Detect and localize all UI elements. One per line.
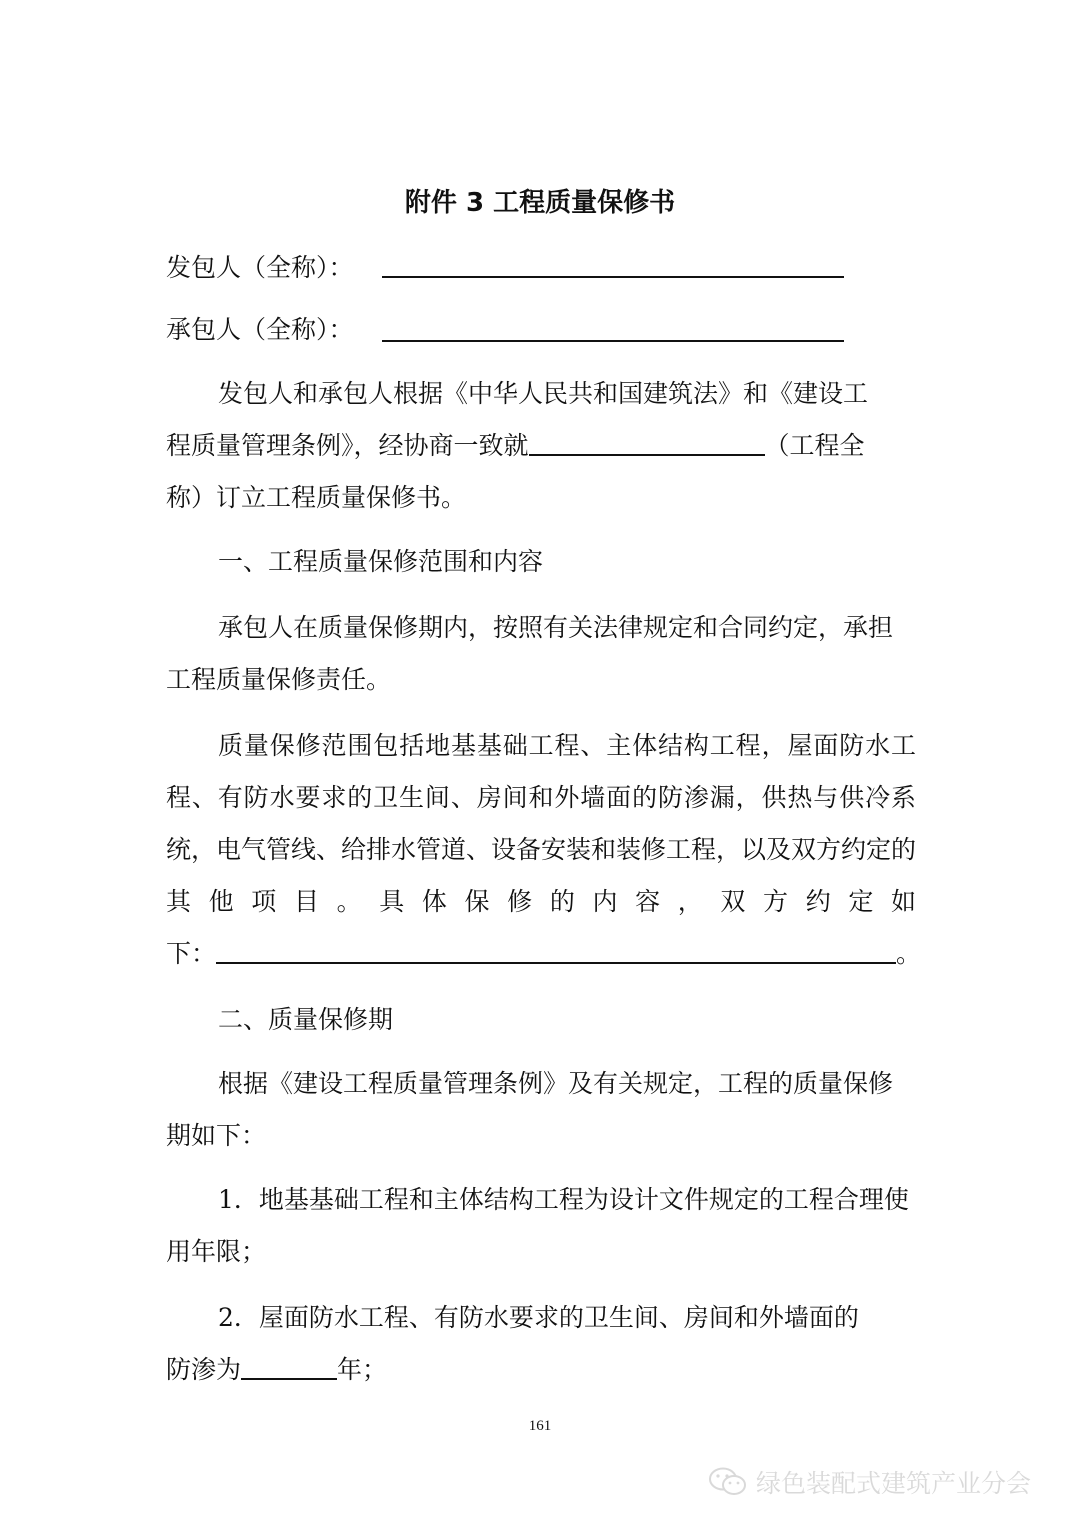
section2-item-2-end-text: 防渗为 [166, 1355, 242, 1384]
section1-paragraph-2 [166, 720, 922, 980]
section2-item-2 [166, 1292, 916, 1396]
wechat-icon [708, 1466, 748, 1498]
warranty-content-blank[interactable] [216, 934, 896, 964]
page-title: 附件 3 工程质量保修书 [404, 188, 676, 218]
section1-paragraph-2-text: 质量保修范围包括地基基础工程、主体结构工程，屋面防水工程、有防水要求的卫生间、房间和外墙面的防渗漏，供热与供冷系统，电气管线、给排水管道、设备安装和装修工程，以及双方约定的其他项目。具体保修的内容，双方约定如 [166, 731, 917, 916]
section1-paragraph-2-end [166, 928, 922, 980]
section1-heading: 一、工程质量保修范围和内容 [218, 547, 544, 576]
project-name-blank[interactable] [529, 426, 765, 456]
intro-line-2-tail: （工程全 [764, 431, 865, 460]
intro-line-2-text: 程质量管理条例》，经协商一致就 [166, 431, 529, 460]
watermark-text: 绿色装配式建筑产业分会 [756, 1469, 1032, 1498]
employer-name-blank[interactable] [382, 276, 844, 278]
section2-item-2-unit: 年； [337, 1355, 388, 1384]
section2-item-2-text: 2．屋面防水工程、有防水要求的卫生间、房间和外墙面的 [218, 1303, 859, 1332]
section2-paragraph-1: 根据《建设工程质量管理条例》及有关规定，工程的质量保修期如下： [166, 1069, 894, 1150]
section1-paragraph-2-end-text: 下： [166, 939, 217, 968]
contractor-label: 承包人（全称）： [166, 315, 354, 344]
section1-paragraph-2-period: 。 [896, 939, 922, 968]
employer-label: 发包人（全称）： [166, 253, 354, 282]
watermark [708, 1460, 1031, 1504]
section1-paragraph-1: 承包人在质量保修期内，按照有关法律规定和合同约定，承担工程质量保修责任。 [166, 613, 894, 694]
intro-paragraph [166, 368, 916, 524]
intro-line-2 [166, 420, 916, 472]
intro-line-1: 发包人和承包人根据《中华人民共和国建筑法》和《建设工 [218, 379, 869, 408]
contractor-name-blank[interactable] [382, 340, 844, 342]
section2-item-1: 1．地基基础工程和主体结构工程为设计文件规定的工程合理使用年限； [166, 1185, 909, 1266]
waterproof-years-blank[interactable] [241, 1350, 337, 1380]
intro-line-3: 称）订立工程质量保修书。 [166, 483, 467, 512]
page-number: 161 [528, 1418, 552, 1434]
section2-item-2-end [166, 1344, 916, 1396]
section2-heading: 二、质量保修期 [218, 1005, 394, 1034]
